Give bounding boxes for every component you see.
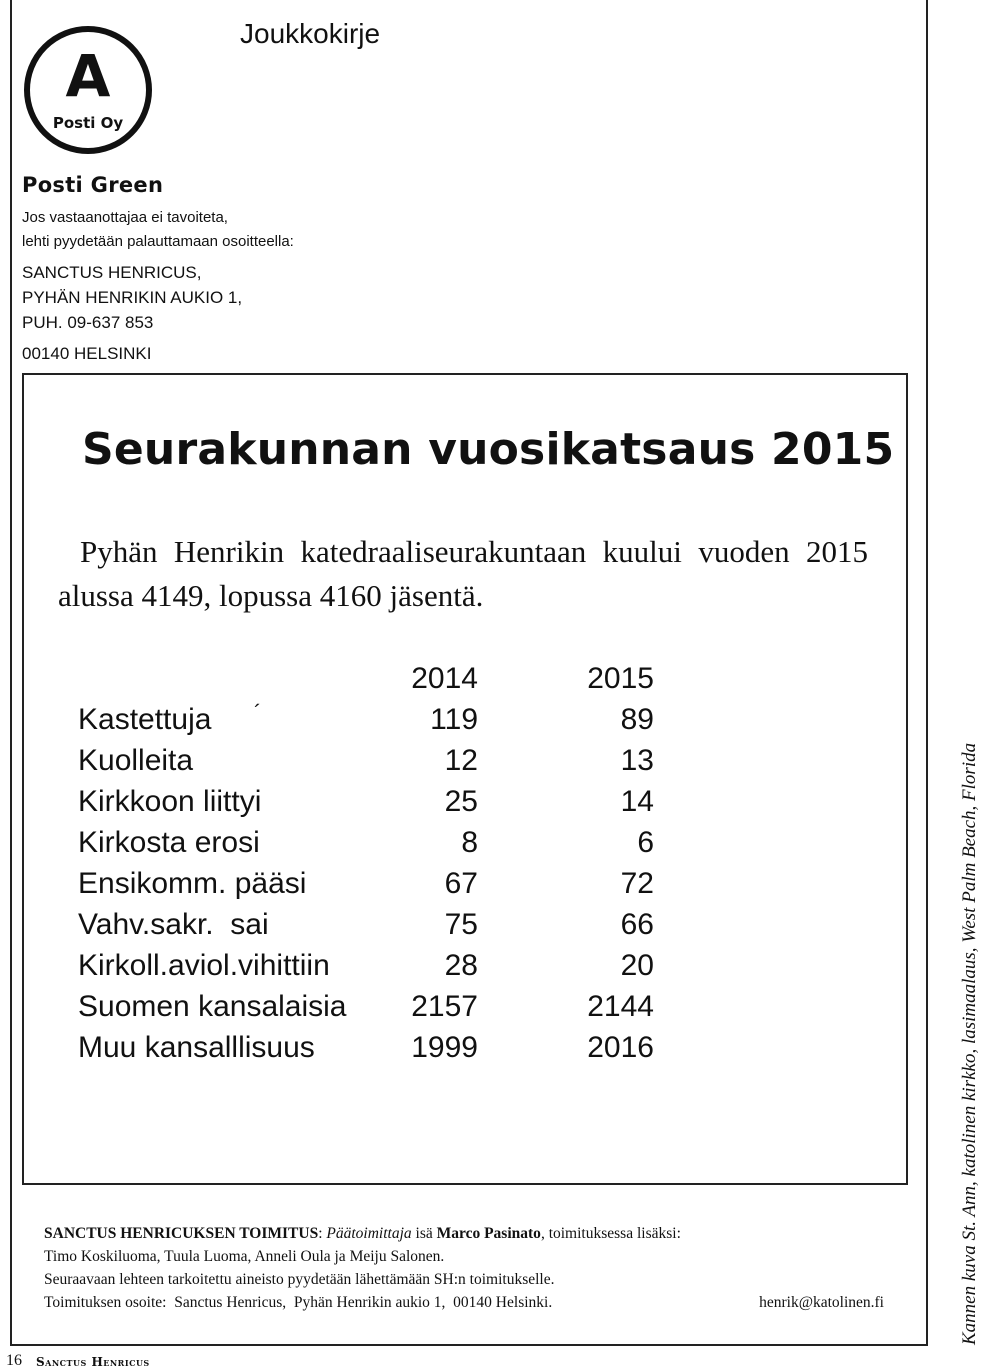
editor-role: Päätoimittaja [326, 1225, 412, 1242]
page-number: 16 [6, 1352, 22, 1369]
row-label: Kirkosta erosi [78, 825, 260, 859]
editorial-staff [44, 1222, 894, 1314]
statistics-header-label [78, 658, 378, 699]
statistics-header-2015: 2015 [587, 661, 654, 695]
table-row [78, 986, 654, 1027]
return-address-city: 00140 HELSINKI [22, 344, 152, 363]
row-value-2014: 75 [444, 907, 478, 941]
cover-caption: Kannen kuva St. Ann, katolinen kirkko, lasimaalaus, West Palm Beach, Florida [959, 742, 980, 1345]
return-address-line: PYHÄN HENRIKIN AUKIO 1, [22, 288, 243, 307]
row-value-2014: 12 [444, 743, 478, 777]
row-value-2014: 28 [444, 948, 478, 982]
return-note-line: lehti pyydetään palauttamaan osoitteella: [22, 233, 294, 250]
row-label: Ensikomm. pääsi [78, 866, 307, 900]
row-value-2015: 20 [620, 948, 654, 982]
row-value-2015: 66 [620, 907, 654, 941]
table-row [78, 822, 654, 863]
return-address-line: SANCTUS HENRICUS, [22, 263, 202, 282]
row-label: Vahv.sakr. sai [78, 907, 269, 941]
statistics-header-2014: 2014 [411, 661, 478, 695]
row-value-2015: 2016 [587, 1030, 654, 1064]
others-prefix: , toimituksessa lisäksi: [540, 1225, 681, 1242]
row-value-2014: 1999 [411, 1030, 478, 1064]
mailing-type-title: Joukkokirje [240, 18, 381, 49]
row-value-2014: 119 [430, 702, 478, 736]
row-label: Suomen kansalaisia [78, 989, 347, 1023]
staff-address: Toimituksen osoite: Sanctus Henricus, Pyhän Henrikin aukio 1, 00140 Helsinki. [44, 1294, 553, 1311]
row-value-2014: 2157 [411, 989, 478, 1023]
staff-others: Timo Koskiluoma, Tuula Luoma, Anneli Oula ja Meiju Salonen. [44, 1248, 445, 1265]
staff-submission: Seuraavaan lehteen tarkoitettu aineisto pyydetään lähettämään SH:n toimitukselle. [44, 1271, 555, 1288]
posti-green-label: Posti Green [22, 173, 164, 197]
statistics-header-row [78, 658, 654, 699]
row-value-2014: 67 [444, 866, 478, 900]
table-row [78, 945, 654, 986]
row-label: Muu kansalllisuus [78, 1030, 315, 1064]
logo-company: Posti Oy [52, 114, 124, 132]
annual-review-intro: Pyhän Henrikin katedraaliseurakuntaan kuului vuoden 2015 alussa 4149, lopussa 4160 jäsentä. [58, 534, 868, 613]
row-value-2015: 89 [620, 702, 654, 736]
editor-prefix: isä [415, 1225, 433, 1242]
table-row [78, 904, 654, 945]
staff-email-link[interactable]: henrik@katolinen.fi [759, 1294, 884, 1311]
table-row [78, 1027, 654, 1068]
row-value-2015: 2144 [587, 989, 654, 1023]
staff-heading: SANCTUS HENRICUKSEN TOIMITUS [44, 1225, 319, 1242]
return-address-line: PUH. 09-637 853 [22, 313, 154, 332]
return-note [22, 206, 294, 254]
statistics-table [78, 658, 654, 1068]
magazine-name: Sanctus Henricus [36, 1355, 150, 1369]
staff-address-line [44, 1291, 884, 1314]
row-value-2015: 13 [620, 743, 654, 777]
row-value-2014: 8 [461, 825, 478, 859]
row-value-2014: 25 [444, 784, 478, 818]
row-label: Kirkkoon liittyi [78, 784, 262, 818]
row-value-2015: 72 [620, 866, 654, 900]
table-row [78, 863, 654, 904]
editor-name: Marco Pasinato [436, 1225, 541, 1242]
row-value-2015: 14 [620, 784, 654, 818]
return-address [22, 260, 242, 335]
posti-logo-icon [22, 24, 154, 156]
staff-line: SANCTUS HENRICUKSEN TOIMITUS: Päätoimittaja isä Marco Pasinato, toimituksessa lisäksi: [44, 1225, 681, 1242]
table-row [78, 699, 654, 740]
return-note-line: Jos vastaanottajaa ei tavoiteta, [22, 209, 228, 226]
row-label: Kuolleita [78, 743, 194, 777]
logo-letter: A [65, 42, 111, 110]
row-value-2015: 6 [637, 825, 654, 859]
row-label: Kirkoll.aviol.vihittiin [78, 948, 330, 982]
row-label: Kastettuja [78, 702, 212, 736]
table-row [78, 740, 654, 781]
table-row [78, 781, 654, 822]
stray-mark: ´ [254, 700, 262, 725]
annual-review-title: Seurakunnan vuosikatsaus 2015 [82, 424, 895, 475]
